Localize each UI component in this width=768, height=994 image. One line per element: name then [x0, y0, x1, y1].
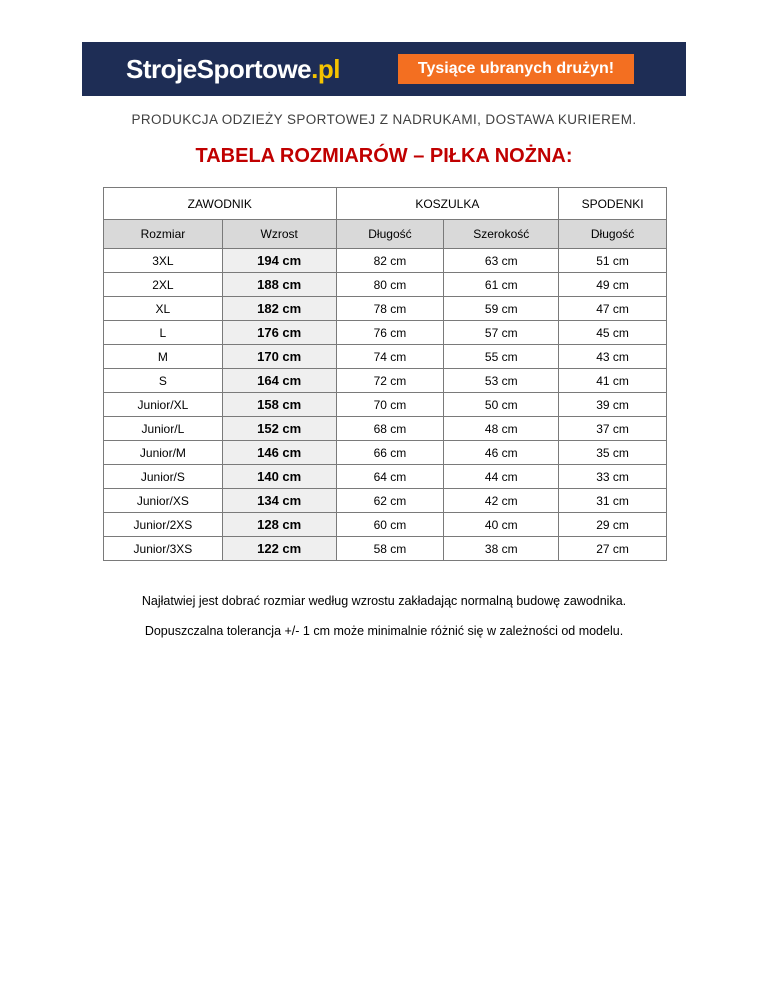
cell-height: 128 cm	[222, 513, 336, 537]
cell-shirt-width: 40 cm	[444, 513, 559, 537]
header-banner	[82, 42, 686, 96]
cell-shirt-width: 55 cm	[444, 345, 559, 369]
cell-shorts-length: 35 cm	[559, 441, 667, 465]
table-row	[104, 417, 667, 441]
col-header-height: Wzrost	[222, 220, 336, 249]
group-shorts: SPODENKI	[559, 188, 667, 220]
cell-size: Junior/M	[104, 441, 223, 465]
cell-shirt-width: 63 cm	[444, 249, 559, 273]
table-row	[104, 345, 667, 369]
cell-shirt-length: 76 cm	[336, 321, 444, 345]
cell-shirt-length: 74 cm	[336, 345, 444, 369]
cell-shorts-length: 33 cm	[559, 465, 667, 489]
cell-height: 164 cm	[222, 369, 336, 393]
cell-shorts-length: 31 cm	[559, 489, 667, 513]
cell-size: Junior/XL	[104, 393, 223, 417]
cell-shirt-width: 61 cm	[444, 273, 559, 297]
cell-size: Junior/2XS	[104, 513, 223, 537]
cell-size: Junior/3XS	[104, 537, 223, 561]
cell-shirt-length: 68 cm	[336, 417, 444, 441]
cell-height: 122 cm	[222, 537, 336, 561]
cell-shorts-length: 51 cm	[559, 249, 667, 273]
table-row	[104, 441, 667, 465]
table-row	[104, 249, 667, 273]
col-header-size: Rozmiar	[104, 220, 223, 249]
cell-shorts-length: 39 cm	[559, 393, 667, 417]
cell-shirt-width: 46 cm	[444, 441, 559, 465]
cell-height: 194 cm	[222, 249, 336, 273]
cell-shorts-length: 43 cm	[559, 345, 667, 369]
cell-height: 146 cm	[222, 441, 336, 465]
cell-shirt-length: 66 cm	[336, 441, 444, 465]
cell-height: 170 cm	[222, 345, 336, 369]
cell-shirt-width: 48 cm	[444, 417, 559, 441]
col-header-shirt-length: Długość	[336, 220, 444, 249]
cell-shorts-length: 37 cm	[559, 417, 667, 441]
col-header-shirt-width: Szerokość	[444, 220, 559, 249]
group-header-row	[104, 188, 667, 220]
cell-shirt-length: 80 cm	[336, 273, 444, 297]
cell-height: 140 cm	[222, 465, 336, 489]
cell-shirt-width: 38 cm	[444, 537, 559, 561]
table-row	[104, 465, 667, 489]
cell-height: 182 cm	[222, 297, 336, 321]
logo-main-text: StrojeSportowe	[126, 54, 312, 84]
slogan-badge: Tysiące ubranych drużyn!	[398, 54, 634, 84]
cell-shirt-length: 60 cm	[336, 513, 444, 537]
cell-shirt-length: 70 cm	[336, 393, 444, 417]
group-player: ZAWODNIK	[104, 188, 337, 220]
note-size-guidance: Najłatwiej jest dobrać rozmiar według wzrostu zakładając normalną budowę zawodnika.	[141, 594, 627, 608]
group-shirt: KOSZULKA	[336, 188, 559, 220]
cell-height: 158 cm	[222, 393, 336, 417]
cell-size: L	[104, 321, 223, 345]
cell-shirt-length: 62 cm	[336, 489, 444, 513]
cell-shirt-width: 44 cm	[444, 465, 559, 489]
table-row	[104, 489, 667, 513]
cell-size: M	[104, 345, 223, 369]
cell-shorts-length: 29 cm	[559, 513, 667, 537]
table-row	[104, 513, 667, 537]
cell-size: Junior/XS	[104, 489, 223, 513]
cell-height: 188 cm	[222, 273, 336, 297]
table-row	[104, 297, 667, 321]
cell-size: S	[104, 369, 223, 393]
page-title: TABELA ROZMIARÓW – PIŁKA NOŻNA:	[195, 145, 573, 167]
cell-shorts-length: 47 cm	[559, 297, 667, 321]
table-row	[104, 321, 667, 345]
cell-shirt-width: 53 cm	[444, 369, 559, 393]
logo-suffix-text: .pl	[311, 54, 340, 84]
cell-height: 152 cm	[222, 417, 336, 441]
cell-shirt-width: 50 cm	[444, 393, 559, 417]
cell-shorts-length: 49 cm	[559, 273, 667, 297]
table-row	[104, 393, 667, 417]
column-header-row	[104, 220, 667, 249]
table-row	[104, 369, 667, 393]
cell-shirt-length: 58 cm	[336, 537, 444, 561]
cell-shorts-length: 41 cm	[559, 369, 667, 393]
cell-shorts-length: 27 cm	[559, 537, 667, 561]
table-row	[104, 273, 667, 297]
cell-size: Junior/S	[104, 465, 223, 489]
table-row	[104, 537, 667, 561]
cell-shorts-length: 45 cm	[559, 321, 667, 345]
cell-shirt-length: 82 cm	[336, 249, 444, 273]
cell-shirt-length: 72 cm	[336, 369, 444, 393]
brand-logo[interactable]	[126, 54, 340, 84]
col-header-shorts-length: Długość	[559, 220, 667, 249]
cell-height: 176 cm	[222, 321, 336, 345]
cell-size: 3XL	[104, 249, 223, 273]
cell-size: Junior/L	[104, 417, 223, 441]
cell-shirt-width: 57 cm	[444, 321, 559, 345]
size-table	[103, 187, 667, 561]
cell-shirt-width: 42 cm	[444, 489, 559, 513]
cell-size: XL	[104, 297, 223, 321]
page-subtitle: PRODUKCJA ODZIEŻY SPORTOWEJ Z NADRUKAMI, DOSTAWA KURIEREM.	[131, 112, 637, 127]
cell-size: 2XL	[104, 273, 223, 297]
cell-shirt-length: 78 cm	[336, 297, 444, 321]
cell-shirt-width: 59 cm	[444, 297, 559, 321]
cell-height: 134 cm	[222, 489, 336, 513]
note-tolerance: Dopuszczalna tolerancja +/- 1 cm może minimalnie różnić się w zależności od modelu.	[144, 624, 624, 638]
cell-shirt-length: 64 cm	[336, 465, 444, 489]
